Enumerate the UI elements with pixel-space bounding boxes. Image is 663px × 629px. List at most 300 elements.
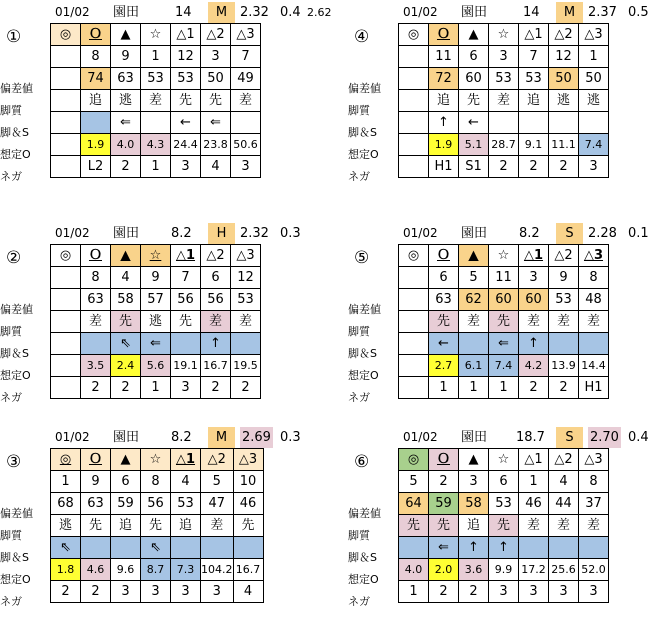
odds-cell: 19.5: [231, 355, 261, 377]
dev-cell: 59: [429, 493, 459, 515]
odds-cell: 13.9: [549, 355, 579, 377]
horse-cell: 4: [111, 267, 141, 289]
mark-cell: ☆: [489, 449, 519, 471]
race-number: ⑤: [354, 248, 370, 268]
odds-cell: 19.1: [171, 355, 201, 377]
row-label-style: 脚質: [0, 529, 22, 542]
mark-cell: Ｏ: [81, 245, 111, 267]
mark-cell: ▲: [111, 24, 141, 46]
mark-cell: △3: [231, 245, 261, 267]
nega-cell: 2: [429, 581, 459, 603]
odds-cell: 6.1: [459, 355, 489, 377]
odds-cell: 24.4: [171, 134, 201, 156]
race-date: 01/02: [55, 5, 90, 19]
odds-cell: 4.3: [141, 134, 171, 156]
odds-cell: 4.2: [519, 355, 549, 377]
nega-row: [51, 581, 264, 603]
nega-cell: S1: [459, 156, 489, 178]
mark-cell: ◎: [51, 245, 81, 267]
arrow-cell: ⇐: [141, 333, 171, 355]
style-cell: 差: [201, 311, 231, 333]
arrow-row: [399, 333, 609, 355]
style-row: [399, 311, 609, 333]
arrow-cell: ↑: [459, 537, 489, 559]
race-venue: 園田: [461, 430, 488, 445]
nega-cell: 3: [519, 581, 549, 603]
track-condition: H: [208, 223, 235, 244]
horse-cell: 9: [111, 46, 141, 68]
style-cell: 先: [399, 515, 429, 537]
race-panel-2: [0, 223, 305, 422]
race-number: ①: [6, 27, 22, 47]
mark-cell: ☆: [489, 245, 519, 267]
dev-cell: 63: [429, 289, 459, 311]
nega-cell: 3: [141, 581, 171, 603]
race-value-3: 0.3: [280, 430, 301, 445]
mark-cell: ◎: [399, 449, 429, 471]
row-label-dev: 偏差値: [0, 303, 33, 316]
style-cell: 差: [549, 311, 579, 333]
arrow-cell: [399, 537, 429, 559]
race-value-1: 8.2: [519, 226, 540, 241]
arrow-cell: ↑: [519, 333, 549, 355]
race-venue: 園田: [461, 226, 488, 241]
mark-cell: △1: [171, 24, 201, 46]
dev-cell: 44: [549, 493, 579, 515]
style-cell: [399, 311, 429, 333]
odds-cell: [399, 355, 429, 377]
mark-cell: △3: [233, 449, 263, 471]
odds-cell: 1.9: [429, 134, 459, 156]
nega-cell: 2: [489, 156, 519, 178]
arrow-cell: [519, 112, 549, 134]
race-value-2: 2.37: [588, 5, 617, 20]
odds-cell: 5.1: [459, 134, 489, 156]
race-value-3: 0.5: [628, 5, 649, 20]
row-label-odds: 想定O: [348, 148, 379, 161]
style-cell: 先: [171, 90, 201, 112]
horse-cell: 8: [141, 471, 171, 493]
dev-cell: [399, 289, 429, 311]
race-value-2: 2.32: [240, 5, 269, 20]
mark-cell: ◎: [51, 449, 81, 471]
style-cell: 先: [171, 311, 201, 333]
odds-row: [51, 559, 264, 581]
nega-cell: H1: [429, 156, 459, 178]
horse-cell: 1: [51, 471, 81, 493]
arrow-cell: [171, 333, 201, 355]
horse-cell: 5: [459, 267, 489, 289]
row-label-nega: ネガ: [348, 391, 370, 404]
mark-cell: ◎: [51, 24, 81, 46]
row-label-dev: 偏差値: [348, 507, 381, 520]
row-label-odds: 想定O: [0, 369, 31, 382]
odds-cell: [51, 355, 81, 377]
arrow-cell: [519, 537, 549, 559]
horse-cell: 6: [459, 46, 489, 68]
mark-cell: △1: [519, 449, 549, 471]
horse-cell: 1: [141, 46, 171, 68]
race-venue: 園田: [113, 5, 140, 20]
mark-cell: △2: [549, 245, 579, 267]
mark-cell: △2: [549, 24, 579, 46]
arrow-cell: ⇐: [111, 112, 141, 134]
race-date: 01/02: [403, 226, 438, 240]
dev-cell: 57: [141, 289, 171, 311]
nega-cell: 3: [579, 156, 609, 178]
nega-cell: 3: [579, 581, 609, 603]
nega-row: [399, 156, 609, 178]
dev-cell: 53: [231, 289, 261, 311]
nega-cell: 3: [201, 581, 234, 603]
odds-cell: 23.8: [201, 134, 231, 156]
arrow-row: [399, 112, 609, 134]
style-cell: [51, 90, 81, 112]
style-cell: 逃: [111, 90, 141, 112]
nega-cell: 3: [489, 581, 519, 603]
horse-cell: 3: [519, 267, 549, 289]
nega-cell: [399, 377, 429, 399]
arrow-cell: ←: [459, 112, 489, 134]
horse-cell: 2: [429, 471, 459, 493]
row-label-dev: 偏差値: [348, 303, 381, 316]
race-table: [50, 448, 264, 603]
row-label-nega: ネガ: [0, 170, 22, 183]
mark-cell: ☆: [489, 24, 519, 46]
race-panel-1: [0, 2, 332, 201]
odds-cell: 7.4: [489, 355, 519, 377]
dev-cell: 62: [459, 289, 489, 311]
row-label-arrow: 脚＆S: [348, 126, 377, 139]
race-value-1: 18.7: [516, 430, 545, 445]
odds-cell: [399, 134, 429, 156]
style-cell: 逃: [579, 90, 609, 112]
horse-cell: 7: [519, 46, 549, 68]
mark-cell: △1: [519, 24, 549, 46]
style-cell: 先: [81, 515, 111, 537]
odds-cell: 9.1: [519, 134, 549, 156]
style-cell: 追: [81, 90, 111, 112]
arrow-cell: [81, 112, 111, 134]
arrow-row: [399, 537, 609, 559]
arrow-cell: [231, 333, 261, 355]
nega-cell: 1: [429, 377, 459, 399]
marks-row: [399, 449, 609, 471]
odds-cell: 1.8: [51, 559, 81, 581]
odds-cell: 5.6: [141, 355, 171, 377]
nega-cell: 3: [171, 156, 201, 178]
race-number: ③: [6, 452, 22, 472]
horse-cell: 9: [549, 267, 579, 289]
mark-cell: △3: [579, 245, 609, 267]
arrow-cell: ↑: [489, 537, 519, 559]
race-number: ④: [354, 27, 370, 47]
arrow-cell: [111, 537, 141, 559]
horse-cell: 9: [141, 267, 171, 289]
race-value-2: 2.28: [588, 226, 617, 241]
style-cell: 差: [519, 515, 549, 537]
nega-cell: 3: [549, 581, 579, 603]
horse-cell: 12: [171, 46, 201, 68]
race-value-2: 2.32: [240, 226, 269, 241]
marks-row: [51, 245, 261, 267]
row-label-style: 脚質: [348, 529, 370, 542]
dev-cell: 60: [459, 68, 489, 90]
horse-cell: 6: [201, 267, 231, 289]
horse-cell: 10: [233, 471, 263, 493]
horse-cell: 5: [201, 471, 234, 493]
race-value-1: 14: [175, 5, 192, 20]
arrow-cell: ↑: [429, 112, 459, 134]
nega-cell: H1: [579, 377, 609, 399]
race-table: [398, 244, 609, 399]
mark-cell: △2: [201, 245, 231, 267]
odds-cell: 52.0: [579, 559, 609, 581]
horse-cell: 3: [459, 471, 489, 493]
nega-row: [51, 377, 261, 399]
dev-cell: 63: [81, 493, 111, 515]
dev-cell: 58: [459, 493, 489, 515]
arrow-cell: [549, 333, 579, 355]
arrow-cell: [233, 537, 263, 559]
style-cell: 先: [489, 515, 519, 537]
dev-cell: [51, 289, 81, 311]
arrow-cell: [231, 112, 261, 134]
horse-cell: 9: [81, 471, 111, 493]
horse-cell: 8: [579, 471, 609, 493]
horse-number-row: [399, 267, 609, 289]
arrow-cell: [489, 112, 519, 134]
nega-cell: L2: [81, 156, 111, 178]
marks-row: [51, 449, 264, 471]
row-label-nega: ネガ: [348, 595, 370, 608]
horse-cell: 3: [201, 46, 231, 68]
deviation-row: [51, 493, 264, 515]
nega-cell: 2: [519, 377, 549, 399]
row-label-dev: 偏差値: [348, 82, 381, 95]
marks-row: [51, 24, 261, 46]
arrow-cell: ⇐: [201, 112, 231, 134]
race-venue: 園田: [113, 430, 140, 445]
horse-number-row: [51, 46, 261, 68]
dev-cell: 46: [233, 493, 263, 515]
race-panel-4: [348, 2, 653, 201]
dev-cell: 50: [549, 68, 579, 90]
dev-cell: 53: [171, 493, 201, 515]
odds-cell: 3.6: [459, 559, 489, 581]
arrow-cell: [399, 333, 429, 355]
style-cell: 追: [429, 90, 459, 112]
dev-cell: 49: [231, 68, 261, 90]
style-cell: 追: [111, 515, 141, 537]
odds-cell: 28.7: [489, 134, 519, 156]
track-condition: M: [208, 427, 235, 448]
style-cell: [51, 311, 81, 333]
race-date: 01/02: [403, 5, 438, 19]
mark-cell: ◎: [399, 245, 429, 267]
arrow-cell: [579, 333, 609, 355]
style-row: [51, 515, 264, 537]
race-value-3: 0.4: [628, 430, 649, 445]
horse-cell: 11: [489, 267, 519, 289]
dev-cell: [399, 68, 429, 90]
horse-cell: 8: [579, 267, 609, 289]
odds-row: [399, 559, 609, 581]
style-cell: 逃: [51, 515, 81, 537]
race-panel-3: [0, 427, 305, 626]
style-cell: 差: [519, 311, 549, 333]
marks-row: [399, 245, 609, 267]
row-label-nega: ネガ: [0, 595, 22, 608]
dev-cell: 56: [171, 289, 201, 311]
horse-cell: 1: [519, 471, 549, 493]
horse-number-row: [51, 471, 264, 493]
arrow-cell: [459, 333, 489, 355]
dev-cell: 74: [81, 68, 111, 90]
arrow-cell: ←: [429, 333, 459, 355]
arrow-cell: [549, 112, 579, 134]
style-cell: 先: [429, 515, 459, 537]
track-condition: M: [208, 2, 235, 23]
style-cell: 先: [233, 515, 263, 537]
odds-cell: 4.0: [399, 559, 429, 581]
horse-cell: 6: [111, 471, 141, 493]
arrow-cell: ⇖: [141, 537, 171, 559]
race-venue: 園田: [113, 226, 140, 241]
arrow-cell: [141, 112, 171, 134]
horse-cell: 12: [231, 267, 261, 289]
nega-cell: 1: [141, 156, 171, 178]
dev-cell: 60: [489, 289, 519, 311]
mark-cell: Ｏ: [429, 24, 459, 46]
nega-cell: [51, 377, 81, 399]
nega-cell: [51, 156, 81, 178]
horse-cell: 6: [429, 267, 459, 289]
race-value-1: 14: [523, 5, 540, 20]
mark-cell: Ｏ: [429, 449, 459, 471]
mark-cell: Ｏ: [81, 449, 111, 471]
dev-cell: 72: [429, 68, 459, 90]
mark-cell: △1: [171, 449, 201, 471]
odds-cell: 11.1: [549, 134, 579, 156]
mark-cell: Ｏ: [429, 245, 459, 267]
arrow-cell: [51, 333, 81, 355]
style-cell: 逃: [141, 311, 171, 333]
race-value-2: 2.70: [588, 427, 621, 448]
arrow-row: [51, 333, 261, 355]
odds-cell: 7.4: [579, 134, 609, 156]
deviation-row: [399, 493, 609, 515]
race-value-4: 2.62: [307, 6, 332, 19]
race-table: [398, 23, 609, 178]
dev-cell: 50: [579, 68, 609, 90]
odds-cell: 3.5: [81, 355, 111, 377]
mark-cell: ☆: [141, 245, 171, 267]
horse-cell: 8: [81, 267, 111, 289]
odds-row: [399, 355, 609, 377]
horse-cell: 12: [549, 46, 579, 68]
race-number: ②: [6, 248, 22, 268]
horse-cell: 7: [231, 46, 261, 68]
mark-cell: △2: [201, 449, 234, 471]
arrow-cell: [81, 537, 111, 559]
odds-cell: 14.4: [579, 355, 609, 377]
dev-cell: 63: [81, 289, 111, 311]
odds-cell: 9.6: [111, 559, 141, 581]
odds-cell: 9.9: [489, 559, 519, 581]
arrow-cell: ↑: [201, 333, 231, 355]
dev-cell: 53: [141, 68, 171, 90]
arrow-cell: [399, 112, 429, 134]
nega-cell: 1: [141, 377, 171, 399]
style-cell: [399, 90, 429, 112]
race-value-2: 2.69: [240, 427, 273, 448]
dev-cell: 48: [579, 289, 609, 311]
mark-cell: △1: [171, 245, 201, 267]
mark-cell: △2: [201, 24, 231, 46]
horse-cell: 7: [171, 267, 201, 289]
odds-row: [399, 134, 609, 156]
race-number: ⑥: [354, 452, 370, 472]
odds-cell: 8.7: [141, 559, 171, 581]
nega-cell: 2: [201, 377, 231, 399]
mark-cell: ▲: [459, 449, 489, 471]
race-panel-6: [348, 427, 653, 626]
odds-row: [51, 355, 261, 377]
arrow-cell: [579, 112, 609, 134]
row-label-arrow: 脚＆S: [348, 347, 377, 360]
style-cell: 差: [549, 515, 579, 537]
style-row: [399, 90, 609, 112]
odds-cell: 2.0: [429, 559, 459, 581]
style-cell: 先: [141, 515, 171, 537]
row-label-odds: 想定O: [348, 573, 379, 586]
arrow-cell: [549, 537, 579, 559]
track-condition: S: [556, 223, 583, 244]
odds-cell: 50.6: [231, 134, 261, 156]
horse-cell: [399, 267, 429, 289]
row-label-arrow: 脚＆S: [0, 551, 29, 564]
dev-cell: 59: [111, 493, 141, 515]
dev-cell: 50: [201, 68, 231, 90]
arrow-cell: ←: [171, 112, 201, 134]
style-cell: 差: [489, 90, 519, 112]
horse-cell: 11: [429, 46, 459, 68]
dev-cell: 53: [519, 68, 549, 90]
race-header: [348, 427, 653, 448]
race-date: 01/02: [403, 430, 438, 444]
odds-cell: 25.6: [549, 559, 579, 581]
style-cell: 逃: [549, 90, 579, 112]
horse-cell: [399, 46, 429, 68]
dev-cell: 68: [51, 493, 81, 515]
horse-number-row: [399, 46, 609, 68]
race-table: [398, 448, 609, 603]
deviation-row: [51, 68, 261, 90]
dev-cell: 53: [489, 68, 519, 90]
row-label-dev: 偏差値: [0, 82, 33, 95]
race-value-3: 0.1: [628, 226, 649, 241]
horse-number-row: [51, 267, 261, 289]
arrow-cell: [201, 537, 234, 559]
mark-cell: ▲: [111, 245, 141, 267]
horse-cell: 1: [579, 46, 609, 68]
arrow-cell: [81, 333, 111, 355]
style-cell: 差: [201, 515, 234, 537]
race-header: [0, 223, 305, 244]
race-value-3: 0.4: [280, 5, 301, 20]
mark-cell: △2: [549, 449, 579, 471]
